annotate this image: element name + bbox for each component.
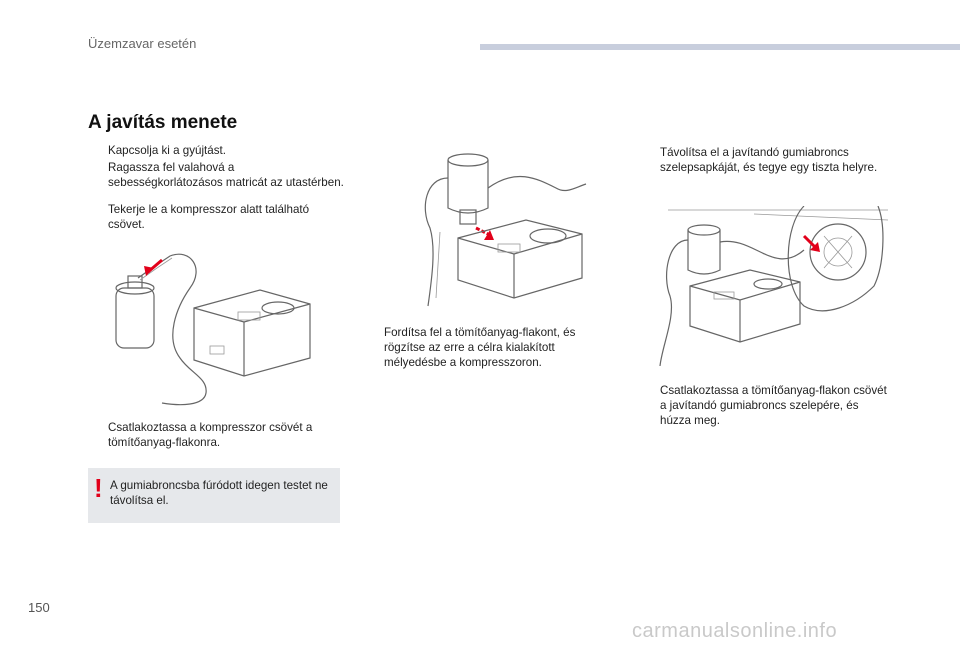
list-item (640, 383, 890, 428)
step-text: Csatlakoztassa a tömítőanyag-flakon csövét a javítandó gumiabroncs szelepére, és húzza meg. (660, 384, 887, 427)
step-unwind-hose (88, 202, 338, 232)
compressor-bottle-illustration (110, 248, 330, 408)
bullet-icon (640, 383, 660, 428)
page-header-title: Üzemzavar esetén (88, 36, 197, 51)
bullet-icon (88, 202, 108, 232)
step-invert-bottle (364, 325, 594, 370)
list-item (364, 325, 594, 370)
list-item (88, 420, 338, 450)
step-attach-to-valve (640, 383, 890, 428)
step-text: Kapcsolja ki a gyújtást. (108, 144, 226, 157)
step-text: Távolítsa el a javítandó gumiabroncs szelepsapkáját, és tegye egy tiszta helyre. (660, 146, 878, 174)
bullet-icon (640, 145, 660, 175)
bullet-icon (364, 325, 384, 370)
step-connect-hose (88, 420, 338, 450)
step-text: Csatlakoztassa a kompresszor csövét a tömítőanyag-flakonra. (108, 421, 313, 449)
tyre-valve-connection-illustration (654, 206, 888, 370)
warning-text: A gumiabroncsba fúródott idegen testet ne távolítsa el. (110, 479, 328, 507)
step-remove-valve-cap (640, 145, 890, 175)
section-title: A javítás menete (88, 112, 238, 133)
bullet-icon (88, 160, 108, 190)
bottle-on-compressor-illustration (416, 148, 592, 308)
step-text: Tekerje le a kompresszor alatt található csövet. (108, 203, 310, 231)
list-item (640, 145, 890, 175)
bullet-icon (88, 143, 108, 158)
list-item (88, 160, 348, 190)
list-item (88, 202, 338, 232)
steps-group-1 (88, 143, 348, 190)
watermark: carmanualsonline.info (632, 620, 838, 642)
step-text: Ragassza fel valahová a sebességkorlátozásos matricát az utastérben. (108, 161, 344, 189)
header-bar (480, 44, 960, 50)
step-text: Fordítsa fel a tömítőanyag-flakont, és rögzítse az erre a célra kialakított mélyedésbe a kompresszoron. (384, 326, 576, 369)
bullet-icon (88, 420, 108, 450)
list-item (88, 143, 348, 158)
exclamation-icon: ! (94, 473, 103, 503)
page-number: 150 (28, 600, 50, 615)
